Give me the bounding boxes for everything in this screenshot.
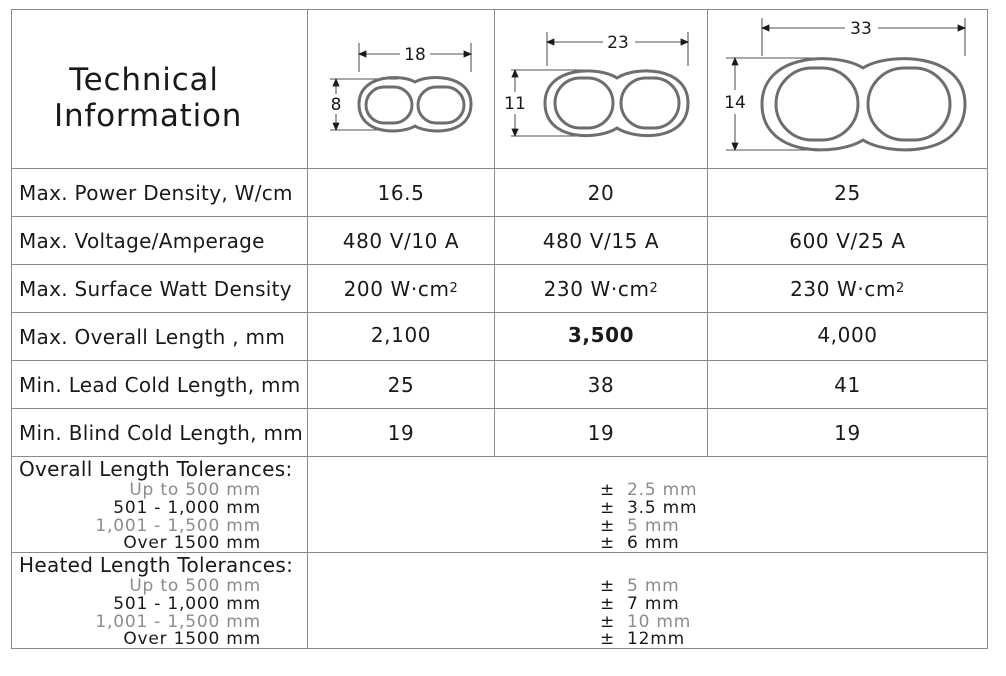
heated-tolerance-value-1: 5 mm	[627, 576, 680, 596]
profile-small-height: 8	[330, 95, 342, 115]
cell-voltage-amperage-3: 600 V/25 A	[789, 229, 906, 253]
overall-tolerance-value-2: 3.5 mm	[627, 498, 698, 518]
cell-lead-cold-length-2: 38	[587, 373, 615, 397]
cell-power-density-3: 25	[834, 181, 861, 205]
row-label-voltage-amperage: Max. Voltage/Amperage	[19, 229, 265, 253]
profile-medium-width: 23	[607, 33, 629, 53]
cell-overall-length-2: 3,500	[567, 323, 635, 347]
profile-diagram-large	[708, 10, 987, 168]
cell-lead-cold-length-3: 41	[834, 373, 861, 397]
profile-diagram-small	[308, 10, 494, 168]
heated-tolerances-title: Heated Length Tolerances:	[19, 553, 294, 577]
overall-tolerance-range-4: Over 1500 mm	[123, 533, 261, 553]
cell-surface-watt-density-1: 200 W·cm 2	[343, 277, 459, 301]
cell-blind-cold-length-2: 19	[587, 421, 615, 445]
profile-large-width: 33	[850, 19, 872, 39]
cell-power-density-1: 16.5	[377, 181, 425, 205]
row-label-overall-length: Max. Overall Length , mm	[19, 325, 286, 349]
profile-small-width: 18	[404, 45, 426, 65]
heated-tolerance-range-4: Over 1500 mm	[123, 629, 261, 649]
cell-lead-cold-length-1: 25	[387, 373, 415, 397]
row-label-lead-cold-length: Min. Lead Cold Length, mm	[19, 373, 301, 397]
heated-tolerance-range-2: 501 - 1,000 mm	[113, 594, 261, 614]
cell-voltage-amperage-2: 480 V/15 A	[542, 229, 660, 253]
overall-tolerance-value-4: 6 mm	[627, 533, 680, 553]
heated-tolerance-range-1: Up to 500 mm	[129, 576, 261, 596]
overall-tolerance-range-3: 1,001 - 1,500 mm	[95, 516, 261, 536]
heated-tolerance-value-2: 7 mm	[627, 594, 680, 614]
cell-voltage-amperage-1: 480 V/10 A	[342, 229, 460, 253]
heated-tolerance-range-3: 1,001 - 1,500 mm	[95, 612, 261, 632]
overall-tolerance-value-3: 5 mm	[627, 516, 680, 536]
overall-pm-3: ±	[600, 516, 615, 536]
overall-pm-1: ±	[600, 480, 615, 500]
heated-tolerance-value-3: 10 mm	[627, 612, 692, 632]
overall-tolerance-range-1: Up to 500 mm	[129, 480, 261, 500]
title-line-2: Information	[54, 98, 243, 134]
cell-overall-length-1: 2,100	[370, 323, 432, 347]
cell-surface-watt-density-2: 230 W·cm 2	[543, 277, 659, 301]
overall-tolerances-title: Overall Length Tolerances:	[19, 457, 293, 481]
cell-overall-length-3: 4,000	[817, 323, 878, 347]
overall-pm-2: ±	[600, 498, 615, 518]
row-label-surface-watt-density: Max. Surface Watt Density	[19, 277, 292, 301]
cell-surface-watt-density-3: 230 W·cm 2	[790, 277, 905, 301]
title-line-1: Technical	[69, 62, 219, 98]
cell-blind-cold-length-1: 19	[387, 421, 415, 445]
cell-blind-cold-length-3: 19	[834, 421, 861, 445]
heated-pm-1: ±	[600, 576, 615, 596]
profile-diagram-medium	[495, 10, 707, 168]
overall-tolerance-value-1: 2.5 mm	[627, 480, 698, 500]
row-label-power-density: Max. Power Density, W/cm	[19, 181, 293, 205]
surface-watt-density-value-1: 200 W·cm	[343, 277, 450, 301]
row-label-blind-cold-length: Min. Blind Cold Length, mm	[19, 421, 304, 445]
profile-medium-height: 11	[504, 94, 526, 114]
page-title	[54, 62, 243, 134]
overall-tolerance-range-2: 501 - 1,000 mm	[113, 498, 261, 518]
heated-pm-3: ±	[600, 612, 615, 632]
heated-tolerance-value-4: 12mm	[627, 629, 685, 649]
surface-watt-density-value-2: 230 W·cm	[543, 277, 650, 301]
heated-pm-4: ±	[600, 629, 615, 649]
cell-power-density-2: 20	[587, 181, 615, 205]
heated-pm-2: ±	[600, 594, 615, 614]
overall-pm-4: ±	[600, 533, 615, 553]
surface-watt-density-value-3: 230 W·cm	[790, 277, 897, 301]
profile-large-height: 14	[724, 93, 746, 113]
